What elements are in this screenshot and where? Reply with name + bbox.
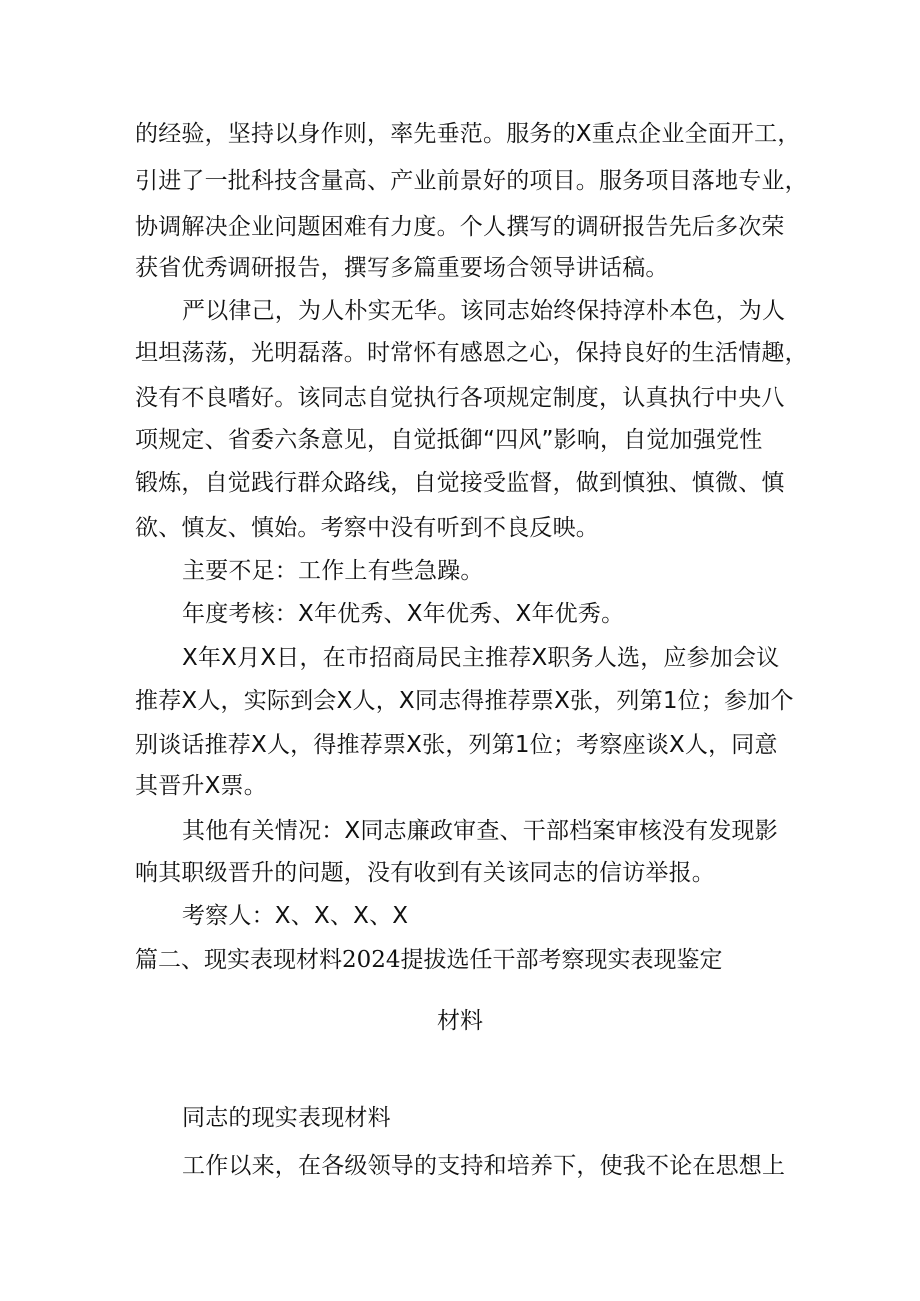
section-heading: 篇二、现实表现材料2024提拔选任干部考察现实表现鉴定 <box>135 947 723 973</box>
paragraph-line: 响其职级晋升的问题，没有收到有关该同志的信访举报。 <box>135 860 715 886</box>
paragraph-line: 协调解决企业问题困难有力度。个人撰写的调研报告先后多次荣 <box>135 214 785 240</box>
inspectors-line: 考察人：X、X、X、X <box>182 903 409 929</box>
paragraph-line: 别谈话推荐X人，得推荐票X张，列第1位；考察座谈X人，同意 <box>135 732 778 758</box>
paragraph-line: 引进了一批科技含量高、产业前景好的项目。服务项目落地专业， <box>135 168 808 194</box>
section-heading-continuation: 材料 <box>437 1008 483 1034</box>
shortcoming-line: 主要不足：工作上有些急躁。 <box>182 558 484 584</box>
paragraph-line: 锻炼，自觉践行群众路线，自觉接受监督，做到慎独、慎微、慎 <box>135 470 785 496</box>
paragraph-line: 坦坦荡荡，光明磊落。时常怀有感恩之心，保持良好的生活情趣， <box>135 340 808 366</box>
paragraph-line: 的经验，坚持以身作则，率先垂范。服务的X重点企业全面开工， <box>135 121 801 147</box>
paragraph-line: 其他有关情况：X同志廉政审查、干部档案审核没有发现影 <box>182 818 778 844</box>
paragraph-line: 严以律己，为人朴实无华。该同志始终保持淳朴本色，为人 <box>182 298 786 324</box>
paragraph-line: 工作以来，在各级领导的支持和培养下，使我不论在思想上 <box>182 1153 786 1179</box>
paragraph-line: 欲、慎友、慎始。考察中没有听到不良反映。 <box>135 515 599 541</box>
subtitle: 同志的现实表现材料 <box>182 1105 391 1131</box>
paragraph-line: 项规定、省委六条意见，自觉抵御“四风”影响，自觉加强党性 <box>135 427 763 453</box>
paragraph-line: 其晋升X票。 <box>135 773 267 799</box>
paragraph-line: X年X月X日，在市招商局民主推荐X职务人选，应参加会议 <box>182 645 780 671</box>
paragraph-line: 推荐X人，实际到会X人，X同志得推荐票X张，列第1位；参加个 <box>135 688 794 714</box>
paragraph-line: 获省优秀调研报告，撰写多篇重要场合领导讲话稿。 <box>135 255 669 281</box>
paragraph-line: 没有不良嗜好。该同志自觉执行各项规定制度，认真执行中央八 <box>135 385 785 411</box>
annual-review-line: 年度考核：X年优秀、X年优秀、X年优秀。 <box>182 601 625 627</box>
